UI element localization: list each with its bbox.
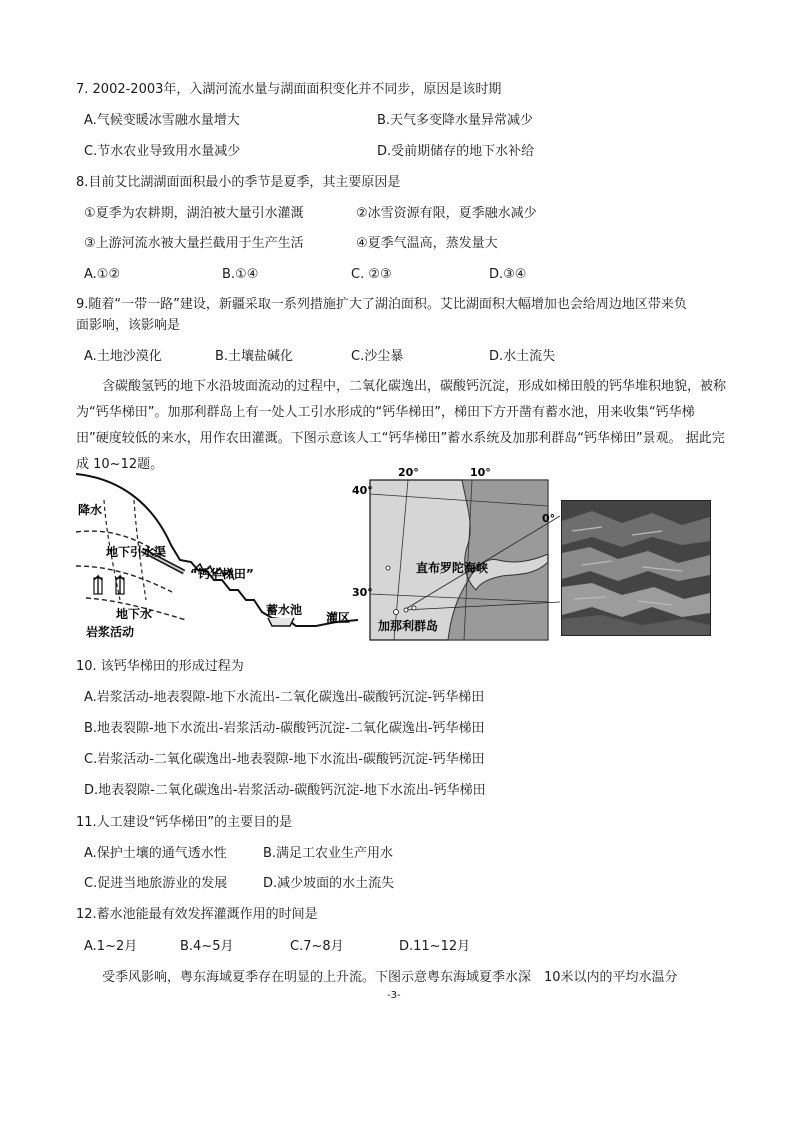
q12-option-d: D.11~12月 bbox=[399, 939, 471, 954]
q8-option-b: B.①④ bbox=[222, 267, 259, 282]
map-label-strait: 直布罗陀海峡 bbox=[416, 561, 489, 575]
closing-text: 受季风影响，粤东海域夏季存在明显的上升流。下图示意粤东海域夏季水深 10米以内的平均水温分 bbox=[102, 970, 678, 985]
q7-option-d: D.受前期储存的地下水补给 bbox=[377, 144, 535, 159]
q10-option-a: A.岩浆活动-地表裂隙-地下水流出-二氧化碳逸出-碳酸钙沉淀-钙华梯田 bbox=[84, 690, 485, 705]
q8-statement-1: ①夏季为农耕期，湖泊被大量引水灌溉 bbox=[84, 206, 304, 221]
diagram-label-rain: 降水 bbox=[78, 503, 103, 517]
figure-map bbox=[352, 466, 562, 644]
q11-option-c: C.促进当地旅游业的发展 bbox=[84, 876, 228, 891]
q9-option-d: D.水土流失 bbox=[489, 349, 556, 364]
q8-option-c: C. ②③ bbox=[351, 267, 392, 282]
q7-option-c: C.节水农业导致用水量减少 bbox=[84, 144, 241, 159]
diagram-label-reservoir: 蓄水池 bbox=[266, 603, 303, 617]
q11-option-d: D.减少坡面的水土流失 bbox=[263, 876, 395, 891]
q9-stem-line1: 9.随着“一带一路”建设，新疆采取一系列措施扩大了湖泊面积。艾比湖面积大幅增加也会给周边地区带来负 bbox=[76, 297, 687, 312]
q8-stem: 8.目前艾比湖湖面面积最小的季节是夏季，其主要原因是 bbox=[76, 175, 401, 190]
q12-stem: 12.蓄水池能最有效发挥灌溉作用的时间是 bbox=[76, 907, 318, 922]
q10-option-b: B.地表裂隙-地下水流出-岩浆活动-碳酸钙沉淀-二氧化碳逸出-钙华梯田 bbox=[84, 721, 485, 736]
terrace-photo bbox=[561, 500, 711, 636]
q9-stem-line2: 面影响，该影响是 bbox=[76, 318, 181, 333]
map-label-lon0: 0° bbox=[542, 512, 556, 525]
q8-option-d: D.③④ bbox=[489, 267, 527, 282]
q7-option-a: A.气候变暖冰雪融水量增大 bbox=[84, 113, 240, 128]
q7-option-b: B.天气多变降水量异常减少 bbox=[377, 113, 534, 128]
map-label-lat40: 40° bbox=[352, 484, 373, 497]
q9-option-b: B.土壤盐碱化 bbox=[215, 349, 294, 364]
map-label-lon10: 10° bbox=[470, 466, 491, 479]
q9-option-a: A.土地沙漠化 bbox=[84, 349, 162, 364]
q8-statement-4: ④夏季气温高，蒸发量大 bbox=[356, 236, 498, 251]
figure-diagram bbox=[76, 470, 358, 638]
q9-option-c: C.沙尘暴 bbox=[351, 349, 404, 364]
q11-stem: 11.人工建设“钙华梯田”的主要目的是 bbox=[76, 815, 293, 830]
q8-statement-2: ②冰雪资源有限，夏季融水减少 bbox=[356, 206, 537, 221]
diagram-label-magma: 岩浆活动 bbox=[86, 625, 135, 638]
diagram-label-groundwater: 地下水 bbox=[116, 607, 153, 621]
q10-option-c: C.岩浆活动-二氧化碳逸出-地表裂隙-地下水流出-碳酸钙沉淀-钙华梯田 bbox=[84, 752, 485, 767]
map-label-lat30: 30° bbox=[352, 586, 373, 599]
q12-option-a: A.1~2月 bbox=[84, 939, 138, 954]
q7-stem: 7. 2002-2003年，入湖河流水量与湖面面积变化并不同步，原因是该时期 bbox=[76, 82, 502, 97]
q12-option-b: B.4~5月 bbox=[180, 939, 234, 954]
diagram-label-terrace: “钙华梯田” bbox=[190, 567, 254, 581]
q11-option-a: A.保护土壤的通气透水性 bbox=[84, 846, 227, 861]
q10-stem: 10. 该钙华梯田的形成过程为 bbox=[76, 659, 244, 674]
q10-option-d: D.地表裂隙-二氧化碳逸出-岩浆活动-碳酸钙沉淀-地下水流出-钙华梯田 bbox=[84, 783, 486, 798]
intro-paragraph: 含碳酸氢钙的地下水沿坡面流动的过程中，二氧化碳逸出，碳酸钙沉淀，形成如梯田般的钙华堆积地貌，被称为“钙华梯田”。加那利群岛上有一处人工引水形成的“钙华梯田”，梯田下方开凿有蓄水池，用来收集“钙华梯田”硬度较低的来水，用作农田灌溉。下图示意该人工“钙华梯田”蓄水系统及加那利群岛“钙华梯田”景观。 据此完成 10~12题。 bbox=[76, 379, 727, 472]
q8-statement-3: ③上游河流水被大量拦截用于生产生活 bbox=[84, 236, 304, 251]
diagram-label-irrigation: 灌区 bbox=[326, 611, 351, 625]
q11-option-b: B.满足工农业生产用水 bbox=[263, 846, 394, 861]
map-label-islands: 加那利群岛 bbox=[378, 619, 439, 633]
page-number: -3- bbox=[387, 990, 401, 1001]
map-label-lon20: 20° bbox=[398, 466, 419, 479]
diagram-label-pipe: 地下引水渠 bbox=[106, 545, 167, 559]
q8-option-a: A.①② bbox=[84, 267, 121, 282]
q12-option-c: C.7~8月 bbox=[290, 939, 344, 954]
